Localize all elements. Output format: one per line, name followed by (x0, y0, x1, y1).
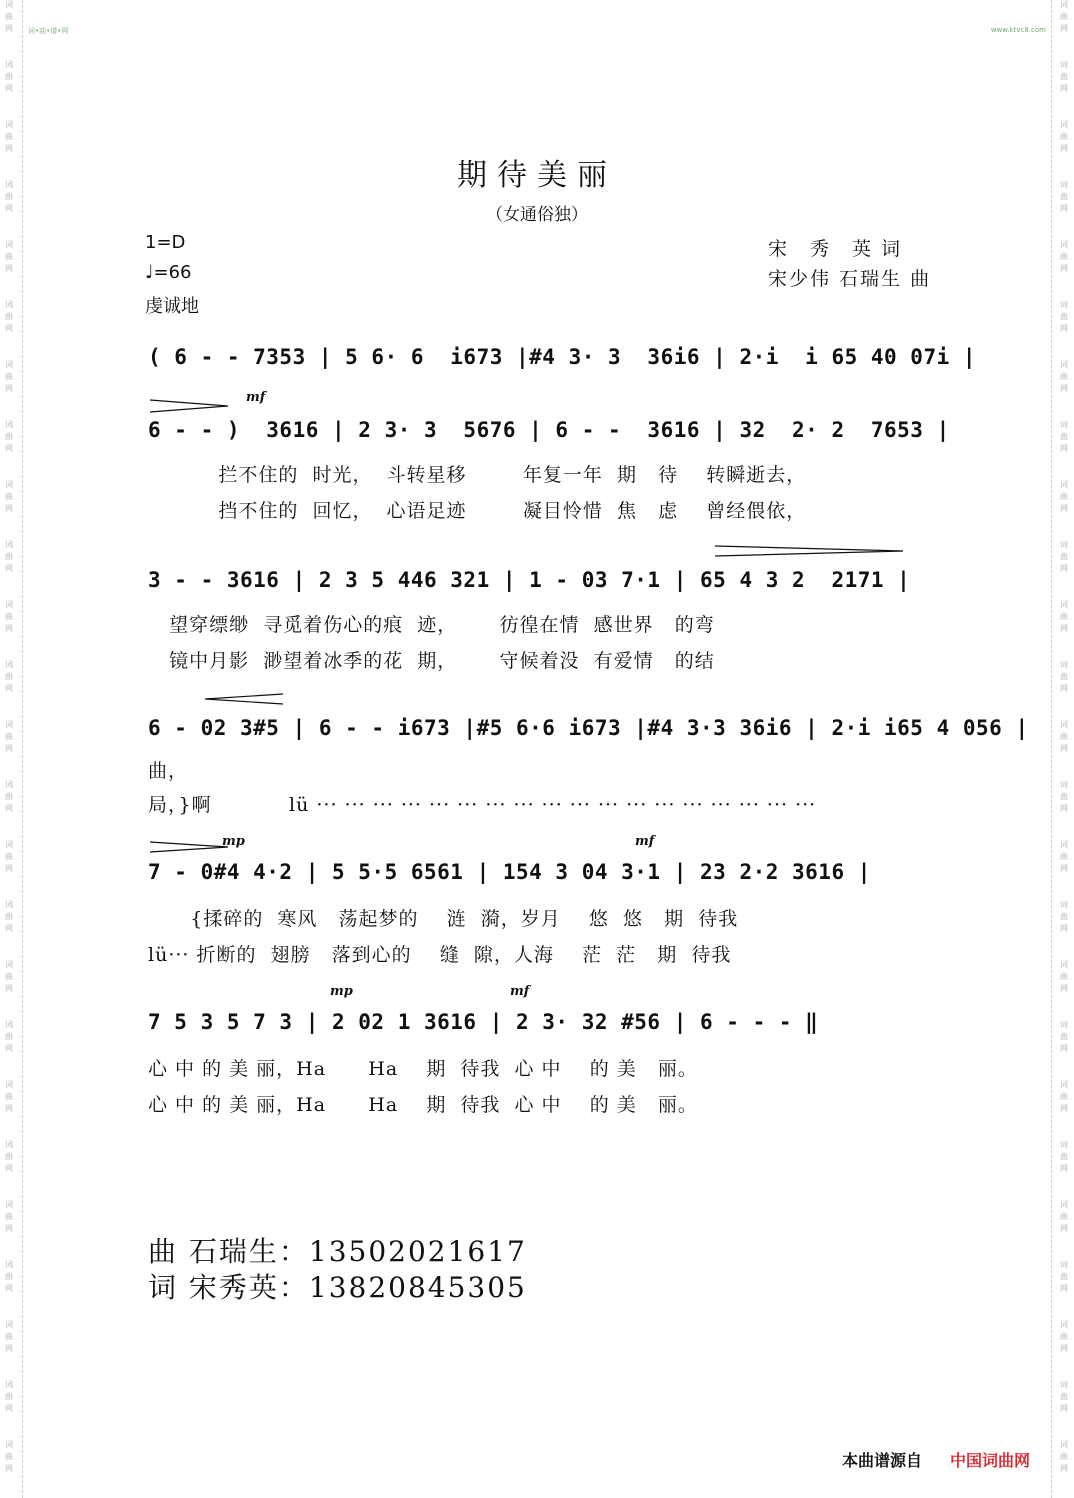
watermark-glyph: 网 (1060, 1284, 1068, 1293)
crescendo-hairpin (205, 692, 285, 706)
watermark-glyph: 曲 (5, 732, 13, 741)
watermark-glyph: 曲 (5, 852, 13, 861)
watermark-glyph: 词 (1060, 600, 1068, 609)
watermark-glyph: 词 (5, 1020, 13, 1029)
watermark-glyph: 曲 (1060, 72, 1068, 81)
watermark-glyph: 网 (1060, 564, 1068, 573)
watermark-glyph: 词 (5, 1440, 13, 1449)
source-label: 本曲谱源自 (842, 1451, 923, 1470)
watermark-glyph: 曲 (1060, 1332, 1068, 1341)
watermark-glyph: 曲 (1060, 1212, 1068, 1221)
watermark-glyph: 曲 (5, 1272, 13, 1281)
watermark-glyph: 网 (5, 1284, 13, 1293)
watermark-glyph: 词 (5, 960, 13, 969)
notation-line-5: 7 - 0#4 4·2 | 5 5·5 6561 | 154 3 04 3·1 | 23 2·2 3616 | (148, 860, 871, 884)
lyric-line-5a: {揉碎的 寒风 荡起梦的 涟 漪，岁月 悠 悠 期 待我 (148, 908, 739, 930)
watermark-glyph: 曲 (1060, 132, 1068, 141)
watermark-glyph: 曲 (1060, 972, 1068, 981)
watermark-glyph: 曲 (5, 792, 13, 801)
watermark-glyph: 曲 (1060, 1152, 1068, 1161)
watermark-glyph: 网 (1060, 204, 1068, 213)
source-site-link[interactable]: 中国词曲网 (950, 1451, 1031, 1470)
composer-contact: 曲 石瑞生：13502021617 (148, 1235, 527, 1268)
watermark-glyph: 网 (5, 1044, 13, 1053)
watermark-glyph: 曲 (5, 672, 13, 681)
watermark-glyph: 曲 (5, 372, 13, 381)
dynamic-marking-4: mp (330, 984, 353, 999)
watermark-glyph: 曲 (1060, 672, 1068, 681)
lyric-line-6a: 心 中 的 美 丽，Ha Ha 期 待我 心 中 的 美 丽。 (148, 1058, 698, 1080)
watermark-glyph: 曲 (1060, 1272, 1068, 1281)
watermark-glyph: 词 (5, 840, 13, 849)
watermark-glyph: 网 (5, 504, 13, 513)
watermark-glyph: 曲 (5, 492, 13, 501)
watermark-glyph: 网 (5, 1344, 13, 1353)
song-title: 期待美丽 (457, 158, 617, 193)
watermark-glyph: 词 (1060, 480, 1068, 489)
watermark-glyph: 词 (5, 360, 13, 369)
watermark-glyph: 曲 (1060, 732, 1068, 741)
watermark-glyph: 曲 (1060, 852, 1068, 861)
watermark-glyph: 词 (5, 120, 13, 129)
watermark-glyph: 网 (5, 444, 13, 453)
watermark-glyph: 网 (5, 1104, 13, 1113)
notation-line-4: 6 - 02 3#5 | 6 - - i673 |#5 6·6 i673 |#4 3·3 36i6 | 2·i i65 4 056 | (148, 716, 1029, 740)
dynamic-marking-1: mf (246, 390, 266, 405)
watermark-glyph: 曲 (5, 912, 13, 921)
watermark-glyph: 词 (5, 180, 13, 189)
watermark-glyph: 词 (1060, 1080, 1068, 1089)
top-right-watermark: www.ktvc8.com (990, 26, 1046, 34)
watermark-glyph: 曲 (5, 1212, 13, 1221)
quarter-note-icon: ♩ (145, 262, 154, 283)
watermark-glyph: 网 (1060, 624, 1068, 633)
watermark-glyph: 曲 (5, 552, 13, 561)
watermark-glyph: 词 (1060, 60, 1068, 69)
watermark-glyph: 网 (1060, 444, 1068, 453)
watermark-glyph: 曲 (5, 612, 13, 621)
watermark-glyph: 曲 (5, 132, 13, 141)
watermark-glyph: 网 (5, 384, 13, 393)
watermark-glyph: 网 (5, 144, 13, 153)
tempo-marking: ♩=66 (145, 262, 192, 283)
watermark-glyph: 网 (1060, 1344, 1068, 1353)
song-subtitle: （女通俗独） (486, 205, 588, 225)
watermark-glyph: 词 (1060, 300, 1068, 309)
watermark-glyph: 词 (1060, 720, 1068, 729)
watermark-glyph: 词 (5, 780, 13, 789)
watermark-glyph: 网 (1060, 84, 1068, 93)
watermark-glyph: 词 (1060, 1260, 1068, 1269)
watermark-glyph: 曲 (1060, 432, 1068, 441)
decrescendo-hairpin (150, 840, 230, 854)
watermark-glyph: 网 (1060, 864, 1068, 873)
watermark-glyph: 网 (5, 1464, 13, 1473)
watermark-glyph: 曲 (5, 1152, 13, 1161)
watermark-glyph: 词 (5, 1380, 13, 1389)
lyricist-contact: 词 宋秀英：13820845305 (148, 1271, 527, 1304)
watermark-glyph: 网 (5, 1164, 13, 1173)
watermark-glyph: 曲 (1060, 1392, 1068, 1401)
watermark-glyph: 词 (5, 1320, 13, 1329)
watermark-glyph: 曲 (1060, 12, 1068, 21)
watermark-glyph: 网 (5, 924, 13, 933)
watermark-glyph: 词 (1060, 780, 1068, 789)
lyricist-credit: 宋 秀 英 词 (768, 238, 903, 260)
watermark-glyph: 词 (5, 60, 13, 69)
watermark-glyph: 词 (5, 720, 13, 729)
watermark-glyph: 曲 (1060, 492, 1068, 501)
lyric-line-2a: 拦不住的 时光， 斗转星移 年复一年 期 待 转瞬逝去， (148, 464, 807, 486)
watermark-glyph: 网 (5, 204, 13, 213)
watermark-glyph: 词 (1060, 180, 1068, 189)
watermark-glyph: 网 (1060, 1044, 1068, 1053)
watermark-glyph: 词 (1060, 0, 1068, 9)
watermark-glyph: 网 (1060, 1104, 1068, 1113)
watermark-glyph: 曲 (1060, 252, 1068, 261)
watermark-glyph: 词 (5, 300, 13, 309)
lyric-line-2b: 挡不住的 回忆， 心语足迹 凝目怜惜 焦 虑 曾经偎依， (148, 500, 807, 522)
watermark-glyph: 词 (1060, 840, 1068, 849)
watermark-glyph: 曲 (1060, 372, 1068, 381)
watermark-glyph: 网 (1060, 1404, 1068, 1413)
watermark-glyph: 词 (5, 540, 13, 549)
watermark-glyph: 网 (5, 684, 13, 693)
watermark-glyph: 曲 (1060, 912, 1068, 921)
watermark-glyph: 网 (1060, 324, 1068, 333)
watermark-glyph: 词 (1060, 1020, 1068, 1029)
watermark-glyph: 网 (5, 1224, 13, 1233)
notation-line-3: 3 - - 3616 | 2 3 5 446 321 | 1 - 03 7·1 | 65 4 3 2 2171 | (148, 568, 911, 592)
watermark-glyph: 网 (1060, 1224, 1068, 1233)
watermark-glyph: 网 (5, 624, 13, 633)
lyric-line-3b: 镜中月影 渺望着冰季的花 期， 守候着没 有爱情 的结 (148, 650, 715, 672)
watermark-glyph: 曲 (1060, 612, 1068, 621)
notation-line-6: 7 5 3 5 7 3 | 2 02 1 3616 | 2 3· 32 #56 | 6 - - - ‖ (148, 1010, 819, 1034)
watermark-glyph: 网 (5, 1404, 13, 1413)
watermark-glyph: 曲 (5, 1092, 13, 1101)
watermark-glyph: 词 (5, 480, 13, 489)
watermark-glyph: 词 (5, 240, 13, 249)
watermark-glyph: 网 (1060, 984, 1068, 993)
watermark-glyph: 网 (5, 864, 13, 873)
watermark-glyph: 词 (5, 1200, 13, 1209)
expression-marking: 虔诚地 (145, 296, 199, 317)
watermark-glyph: 曲 (1060, 552, 1068, 561)
watermark-glyph: 网 (1060, 804, 1068, 813)
watermark-glyph: 词 (5, 1080, 13, 1089)
watermark-glyph: 词 (1060, 120, 1068, 129)
watermark-glyph: 曲 (5, 1392, 13, 1401)
watermark-glyph: 词 (5, 900, 13, 909)
watermark-glyph: 网 (1060, 24, 1068, 33)
watermark-glyph: 网 (1060, 264, 1068, 273)
dynamic-marking-3: mf (635, 834, 655, 849)
watermark-glyph: 词 (1060, 1140, 1068, 1149)
watermark-glyph: 曲 (5, 1332, 13, 1341)
watermark-glyph: 网 (5, 984, 13, 993)
watermark-glyph: 词 (5, 660, 13, 669)
watermark-glyph: 网 (1060, 384, 1068, 393)
lyric-line-5b: lü··· 折断的 翅膀 落到心的 缝 隙，人海 茫 茫 期 待我 (148, 944, 732, 966)
watermark-glyph: 词 (1060, 900, 1068, 909)
watermark-glyph: 网 (1060, 744, 1068, 753)
watermark-glyph: 网 (5, 264, 13, 273)
watermark-glyph: 词 (1060, 1440, 1068, 1449)
watermark-glyph: 词 (1060, 660, 1068, 669)
watermark-glyph: 词 (1060, 960, 1068, 969)
watermark-glyph: 网 (1060, 504, 1068, 513)
lyric-line-4a: 曲， (148, 760, 189, 782)
lyric-line-4b: 局，}啊 lü ··· ··· ··· ··· ··· ··· ··· ··· ··· ··· ··· ··· ··· ··· ··· ··· ··· ··· (148, 794, 817, 816)
watermark-glyph: 曲 (1060, 192, 1068, 201)
watermark-glyph: 词 (1060, 1200, 1068, 1209)
watermark-glyph: 曲 (5, 1032, 13, 1041)
watermark-glyph: 词 (5, 1260, 13, 1269)
watermark-glyph: 曲 (5, 72, 13, 81)
watermark-glyph: 网 (5, 84, 13, 93)
watermark-glyph: 网 (5, 564, 13, 573)
watermark-glyph: 曲 (5, 1452, 13, 1461)
watermark-glyph: 词 (1060, 420, 1068, 429)
watermark-glyph: 曲 (5, 252, 13, 261)
watermark-glyph: 网 (1060, 144, 1068, 153)
watermark-glyph: 词 (5, 1140, 13, 1149)
watermark-glyph: 网 (5, 24, 13, 33)
watermark-glyph: 词 (1060, 1380, 1068, 1389)
watermark-glyph: 词 (1060, 240, 1068, 249)
lyric-line-6b: 心 中 的 美 丽，Ha Ha 期 待我 心 中 的 美 丽。 (148, 1094, 698, 1116)
watermark-glyph: 曲 (1060, 1092, 1068, 1101)
watermark-glyph: 词 (5, 420, 13, 429)
watermark-glyph: 网 (5, 324, 13, 333)
dynamic-marking-2: mp (222, 834, 245, 849)
watermark-glyph: 词 (1060, 1320, 1068, 1329)
watermark-glyph: 曲 (1060, 312, 1068, 321)
watermark-glyph: 网 (1060, 1464, 1068, 1473)
notation-line-2: 6 - - ) 3616 | 2 3· 3 5676 | 6 - - 3616 | 32 2· 2 7653 | (148, 418, 950, 442)
composer-credit: 宋少伟 石瑞生 曲 (768, 268, 932, 290)
decrescendo-hairpin (715, 544, 905, 558)
watermark-glyph: 曲 (5, 972, 13, 981)
watermark-glyph: 网 (1060, 1164, 1068, 1173)
watermark-glyph: 词 (1060, 540, 1068, 549)
watermark-glyph: 网 (1060, 684, 1068, 693)
watermark-glyph: 网 (1060, 924, 1068, 933)
lyric-line-3a: 望穿缥缈 寻觅着伤心的痕 迹， 彷徨在情 感世界 的弯 (148, 614, 715, 636)
watermark-glyph: 词 (5, 0, 13, 9)
watermark-glyph: 词 (1060, 360, 1068, 369)
watermark-glyph: 曲 (1060, 1452, 1068, 1461)
watermark-glyph: 曲 (5, 432, 13, 441)
decrescendo-hairpin (150, 398, 230, 414)
watermark-glyph: 曲 (5, 192, 13, 201)
watermark-glyph: 曲 (5, 312, 13, 321)
watermark-glyph: 网 (5, 744, 13, 753)
watermark-glyph: 网 (5, 804, 13, 813)
watermark-glyph: 词 (5, 600, 13, 609)
watermark-glyph: 曲 (1060, 1032, 1068, 1041)
watermark-glyph: 曲 (1060, 792, 1068, 801)
dynamic-marking-5: mf (510, 984, 530, 999)
notation-line-1: ( 6 - - 7353 | 5 6· 6 i673 |#4 3· 3 36i6 | 2·i i 65 40 07i | (148, 345, 977, 369)
top-left-watermark: 词•曲•谱•网 (28, 27, 69, 35)
key-signature: 1=D (145, 232, 186, 253)
watermark-glyph: 曲 (5, 12, 13, 21)
